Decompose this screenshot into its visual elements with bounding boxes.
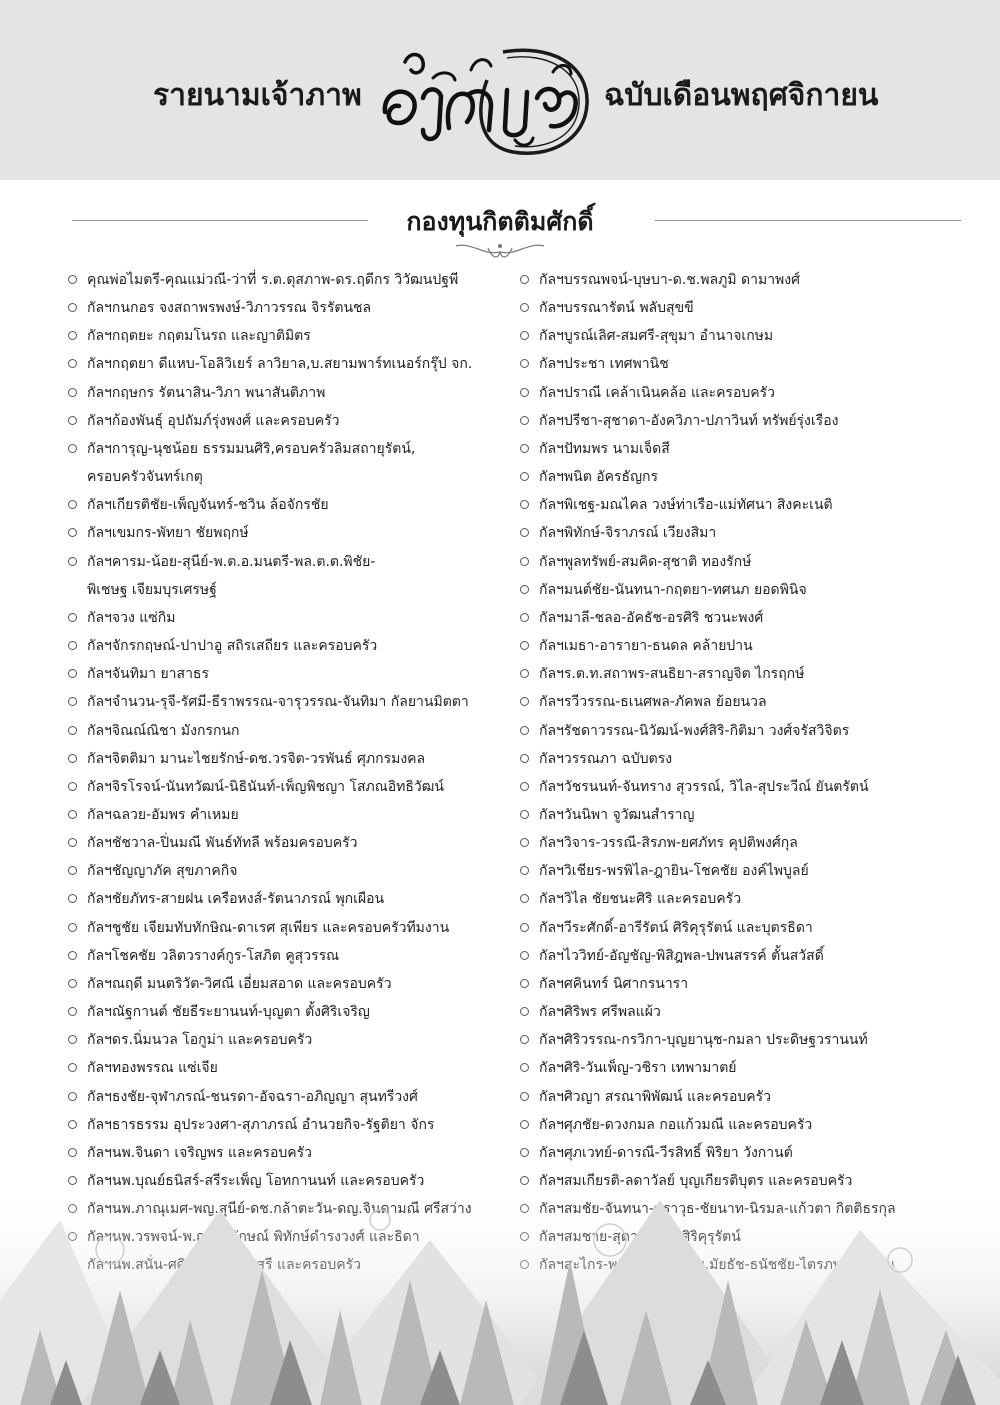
bullet-circle-icon bbox=[520, 444, 529, 453]
list-item bbox=[520, 548, 960, 576]
list-item bbox=[68, 632, 518, 660]
bullet-circle-icon bbox=[68, 613, 77, 622]
list-item bbox=[520, 604, 960, 632]
logo-script-icon bbox=[375, 42, 597, 162]
list-item bbox=[520, 379, 960, 407]
bullet-circle-icon bbox=[520, 528, 529, 537]
list-item-text: กัลฯวิเชียร-พรพิไล-ฎายิน-โชคชัย องค์ไพบูลย์ bbox=[539, 863, 809, 880]
list-item-text: กัลฯวันนิพา จูวัฒนสำราญ bbox=[539, 806, 695, 823]
bullet-circle-icon bbox=[68, 754, 77, 763]
list-item-text: กัลฯพนิต อัครธัญกร bbox=[539, 469, 659, 486]
list-item-text: กัลฯชัญญาภัค สุขภาคกิจ bbox=[87, 863, 238, 880]
list-item bbox=[520, 914, 960, 942]
list-item-text: กัลฯพูลทรัพย์-สมคิด-สุชาติ ทองรักษ์ bbox=[539, 553, 752, 570]
list-item-text: กัลฯวิจาร-วรรณี-สิรภพ-ยศภัทร คุปติพงศ์กุล bbox=[539, 835, 798, 852]
bullet-circle-icon bbox=[68, 557, 77, 566]
list-item bbox=[520, 717, 960, 745]
list-item-text: กัลฯเกียรติชัย-เพ็ญจันทร์-ชวิน ล้อจักรชัย bbox=[87, 497, 329, 514]
list-item bbox=[520, 745, 960, 773]
list-item-text: กัลฯเมธา-อารายา-ธนดล คล้ายปาน bbox=[539, 638, 753, 655]
bullet-circle-icon bbox=[68, 303, 77, 312]
section-title: กองทุนกิตติมศักดิ์ bbox=[406, 207, 594, 236]
list-item bbox=[68, 885, 518, 913]
list-item-text: กัลฯกฤตยะ กฤตมโนรถ และญาติมิตร bbox=[87, 328, 311, 345]
list-item bbox=[520, 942, 960, 970]
list-item bbox=[520, 294, 960, 322]
bullet-circle-icon bbox=[68, 1148, 77, 1157]
list-item-text: กัลฯศิริ-วันเพ็ญ-วชิรา เทพามาตย์ bbox=[539, 1060, 737, 1077]
list-item bbox=[520, 998, 960, 1026]
list-item bbox=[520, 491, 960, 519]
bullet-circle-icon bbox=[520, 613, 529, 622]
bullet-circle-icon bbox=[68, 979, 77, 988]
list-item-text: กัลฯเขมกร-พัทยา ชัยพฤกษ์ bbox=[87, 525, 249, 542]
list-item-text: กัลฯรัชดาวรรณ-นิวัฒน์-พงศ์สิริ-กิติมา วงศ์จรัสวิจิตร bbox=[539, 722, 850, 739]
bullet-circle-icon bbox=[520, 894, 529, 903]
list-item-text: กัลฯบรรณารัตน์ พลับสุขขี bbox=[539, 300, 694, 317]
list-item bbox=[68, 519, 518, 547]
list-item-text: กัลฯกฤษกร รัตนาสิน-วิภา พนาสันติภาพ bbox=[87, 384, 326, 401]
list-item-text: กัลฯประชา เทศพานิช bbox=[539, 356, 669, 373]
list-item bbox=[520, 1139, 960, 1167]
bullet-circle-icon bbox=[520, 641, 529, 650]
list-item bbox=[520, 1083, 960, 1111]
bullet-circle-icon bbox=[520, 669, 529, 678]
bullet-circle-icon bbox=[520, 303, 529, 312]
list-item bbox=[520, 463, 960, 491]
bullet-circle-icon bbox=[520, 472, 529, 481]
list-item bbox=[68, 773, 518, 801]
list-item-text: กัลฯศคินทร์ นิศากรนารา bbox=[539, 975, 689, 992]
bullet-circle-icon bbox=[68, 331, 77, 340]
list-item bbox=[68, 1026, 518, 1054]
header-title-left: รายนามเจ้าภาพ bbox=[153, 78, 362, 113]
list-item-text: กัลฯกฤตยา ดีแหบ-โอลิวิเยร์ ลาวิยาล,บ.สยามพาร์ทเนอร์กรุ๊ป จก. bbox=[87, 356, 473, 373]
list-item bbox=[68, 266, 518, 294]
list-item bbox=[68, 1139, 518, 1167]
list-item-text: กัลฯปรีชา-สุชาดา-อังควิภา-ปภาวินท์ ทรัพย์รุ่งเรือง bbox=[539, 412, 839, 429]
list-item-text: ครอบครัวจันทร์เกตุ bbox=[87, 469, 203, 486]
list-item-text: กัลฯจำนวน-รุจี-รัศมี-ธีราพรรณ-จารุวรรณ-จันทิมา กัลยานมิตตา bbox=[87, 694, 469, 711]
list-item bbox=[68, 322, 518, 350]
bullet-circle-icon bbox=[520, 500, 529, 509]
bullet-circle-icon bbox=[68, 444, 77, 453]
list-item-text: กัลฯศิริวรรณ-กรวิกา-บุญยานุช-กมลา ประดิษฐวรานนท์ bbox=[539, 1032, 868, 1049]
list-item bbox=[68, 1083, 518, 1111]
list-item-text: กัลฯณฤดี มนตริวัต-วิศณี เอี่ยมสอาด และครอบครัว bbox=[87, 975, 392, 992]
list-item-text: กัลฯมาลี-ชลอ-อัคธัช-อรศิริ ชวนะพงศ์ bbox=[539, 609, 764, 626]
logo bbox=[375, 42, 597, 162]
bullet-circle-icon bbox=[520, 331, 529, 340]
bullet-circle-icon bbox=[68, 388, 77, 397]
bullet-circle-icon bbox=[520, 951, 529, 960]
ornament-icon bbox=[452, 238, 548, 262]
list-item bbox=[68, 379, 518, 407]
list-item bbox=[68, 548, 518, 576]
bullet-circle-icon bbox=[68, 894, 77, 903]
list-item bbox=[520, 857, 960, 885]
list-item bbox=[68, 998, 518, 1026]
list-item-text: กัลฯดร.นิ่มนวล โอกูม่า และครอบครัว bbox=[87, 1032, 313, 1049]
list-item bbox=[68, 942, 518, 970]
list-item bbox=[520, 1111, 960, 1139]
bullet-circle-icon bbox=[520, 275, 529, 284]
list-item bbox=[520, 435, 960, 463]
list-item-text: กัลฯธงชัย-จุฬาภรณ์-ชนรดา-อัจฉรา-อภิญญา สุนทรีวงศ์ bbox=[87, 1088, 418, 1105]
list-item bbox=[520, 632, 960, 660]
list-item bbox=[68, 604, 518, 632]
list-item-text: กัลฯจิตติมา มานะไชยรักษ์-ดช.วรจิต-วรพันธ์ ศุภกรมงคล bbox=[87, 750, 426, 767]
list-item-text: กัลฯปัทมพร นามเจ็ดสี bbox=[539, 440, 670, 457]
list-item-text: กัลฯจวง แซ่กิม bbox=[87, 609, 176, 626]
bullet-circle-icon bbox=[68, 866, 77, 875]
list-item bbox=[68, 1054, 518, 1082]
list-item-text: กัลฯพิเชฐ-มณไคล วงษ์ท่าเรือ-แม่ทัศนา สิงคะเนติ bbox=[539, 497, 833, 514]
bullet-circle-icon bbox=[520, 359, 529, 368]
footer-decoration bbox=[0, 1180, 1000, 1405]
list-item-text: กัลฯวิไล ชัยชนะศิริ และครอบครัว bbox=[539, 891, 742, 908]
bullet-circle-icon bbox=[520, 1148, 529, 1157]
bullet-circle-icon bbox=[68, 528, 77, 537]
list-item-text: คุณพ่อไมตรี-คุณแม่วณี-ว่าที่ ร.ต.ดุสภาพ-ดร.ฤดีกร วิวัฒนปฐพี bbox=[87, 272, 459, 288]
list-item-text: กัลฯบูรณ์เลิศ-สมศรี-สุขุมา อำนาจเกษม bbox=[539, 328, 774, 345]
list-item-text: กัลฯปราณี เคล้าเนินคล้อ และครอบครัว bbox=[539, 384, 775, 401]
list-item-text: กัลฯจันทิมา ยาสาธร bbox=[87, 666, 209, 683]
bullet-circle-icon bbox=[520, 754, 529, 763]
bullet-circle-icon bbox=[520, 866, 529, 875]
list-item bbox=[68, 491, 518, 519]
list-item-text: กัลฯจิรโรจน์-นันทวัฒน์-นิธินันท์-เพ็ญพิชญา โสภณอิทธิวัฒน์ bbox=[87, 778, 444, 795]
bullet-circle-icon bbox=[520, 697, 529, 706]
bullet-circle-icon bbox=[520, 782, 529, 791]
bullet-circle-icon bbox=[68, 1092, 77, 1101]
bullet-circle-icon bbox=[68, 726, 77, 735]
list-item-text: กัลฯวรรณภา ฉบับตรง bbox=[539, 750, 673, 767]
list-item-text: กัลฯชัยภัทร-สายฝน เครือหงส์-รัตนาภรณ์ พุกเผือน bbox=[87, 891, 385, 908]
list-item-text: กัลฯพิทักษ์-จิราภรณ์ เวียงสิมา bbox=[539, 525, 717, 542]
list-item bbox=[68, 970, 518, 998]
list-item-continuation bbox=[68, 463, 518, 491]
list-item bbox=[68, 407, 518, 435]
list-item bbox=[68, 660, 518, 688]
divider-right bbox=[655, 220, 961, 221]
list-item-text: กัลฯชูชัย เจียมทับทักษิณ-ดาเรศ สุเพียร และครอบครัวทีมงาน bbox=[87, 919, 450, 936]
header-title-right: ฉบับเดือนพฤศจิกายน bbox=[604, 78, 879, 113]
list-item-text: พิเชษฐ เจียมบุรเศรษฐ์ bbox=[87, 581, 217, 598]
list-item bbox=[520, 576, 960, 604]
bullet-circle-icon bbox=[68, 1035, 77, 1044]
list-item-text: กัลฯจิณณ์ณิชา มังกรกนก bbox=[87, 722, 240, 739]
bullet-circle-icon bbox=[68, 1120, 77, 1129]
list-item-text: กัลฯชัชวาล-ปิ่นมณี พันธ์ทัทลี พร้อมครอบครัว bbox=[87, 835, 358, 852]
list-item-text: กัลฯไววิทย์-อัญชัญ-พิสิฎพล-ปพนสรรค์ ตั้นสวัสดิ์ bbox=[539, 947, 824, 964]
bullet-circle-icon bbox=[68, 275, 77, 284]
list-item bbox=[68, 857, 518, 885]
list-item-text: กัลฯศิวญา สรณาพิพัฒน์ และครอบครัว bbox=[539, 1088, 771, 1105]
list-item-text: กัลฯโชคชัย วลิตวรางค์กูร-โสภิต คูสุวรรณ bbox=[87, 947, 340, 964]
bullet-circle-icon bbox=[520, 979, 529, 988]
bullet-circle-icon bbox=[68, 500, 77, 509]
bullet-circle-icon bbox=[520, 416, 529, 425]
list-item bbox=[520, 407, 960, 435]
list-item bbox=[520, 322, 960, 350]
bullet-circle-icon bbox=[520, 1063, 529, 1072]
list-item-text: กัลฯการุญ-นุชน้อย ธรรมมนศิริ,ครอบครัวลิมสถายุรัตน์, bbox=[87, 440, 416, 457]
bullet-circle-icon bbox=[68, 923, 77, 932]
list-item-text: กัลฯคารม-น้อย-สุนีย์-พ.ต.อ.มนตรี-พล.ต.ต.พิชัย- bbox=[87, 553, 376, 570]
bullet-circle-icon bbox=[68, 1063, 77, 1072]
list-item-text: กัลฯก้องพันธุ์ อุปถัมภ์รุ่งพงศ์ และครอบครัว bbox=[87, 412, 340, 429]
bullet-circle-icon bbox=[68, 951, 77, 960]
bullet-circle-icon bbox=[520, 923, 529, 932]
list-item bbox=[520, 350, 960, 378]
bullet-circle-icon bbox=[520, 838, 529, 847]
bullet-circle-icon bbox=[520, 388, 529, 397]
list-item-text: กัลฯณัฐกานต์ ชัยธีระยานนท์-บุญตา ตั้งศิริเจริญ bbox=[87, 1004, 370, 1021]
list-item-text: กัลฯบรรณพจน์-บุษบา-ด.ช.พลภูมิ ดามาพงศ์ bbox=[539, 272, 801, 288]
bullet-circle-icon bbox=[520, 1007, 529, 1016]
list-item bbox=[68, 294, 518, 322]
right-column bbox=[520, 266, 960, 1280]
list-item bbox=[520, 829, 960, 857]
bullet-circle-icon bbox=[520, 726, 529, 735]
list-item bbox=[68, 1111, 518, 1139]
list-item bbox=[68, 688, 518, 716]
list-item-continuation bbox=[68, 576, 518, 604]
bullet-circle-icon bbox=[68, 641, 77, 650]
bullet-circle-icon bbox=[68, 416, 77, 425]
list-item-text: กัลฯรวีวรรณ-ธเนศพล-ภัคพล ย้อยนวล bbox=[539, 694, 767, 711]
list-item bbox=[520, 1026, 960, 1054]
list-item bbox=[520, 660, 960, 688]
bullet-circle-icon bbox=[520, 1120, 529, 1129]
list-item-text: กัลฯมนต์ชัย-นันทนา-กฤตยา-ทศนภ ยอดพินิจ bbox=[539, 581, 807, 598]
list-item-text: กัลฯศุภเวทย์-ดารณี-วีรสิทธิ์ พิริยา วังกานต์ bbox=[539, 1144, 793, 1161]
list-item bbox=[520, 970, 960, 998]
list-item-text: กัลฯจักรกฤษณ์-ปาปาอู สถิรเสถียร และครอบครัว bbox=[87, 638, 378, 655]
list-item-text: กัลฯวีระศักดิ์-อารีรัตน์ ศิริคุรุรัตน์ และบุตรธิดา bbox=[539, 919, 813, 936]
list-item-text: กัลฯร.ต.ท.สถาพร-สนธิยา-สราญจิต ไกรฤกษ์ bbox=[539, 666, 805, 683]
list-item-text: กัลฯธารธรรม อุประวงศา-สุภาภรณ์ อำนวยกิจ-รัฐติยา จักร bbox=[87, 1116, 435, 1133]
left-column bbox=[68, 266, 518, 1280]
list-item-text: กัลฯศุภชัย-ดวงกมล กอแก้วมณี และครอบครัว bbox=[539, 1116, 813, 1133]
list-item bbox=[520, 688, 960, 716]
list-item bbox=[68, 801, 518, 829]
bullet-circle-icon bbox=[520, 1092, 529, 1101]
bullet-circle-icon bbox=[68, 838, 77, 847]
list-item bbox=[520, 773, 960, 801]
list-item-text: กัลฯวัชรนนท์-จันทราง สุวรรณ์, วิไล-สุประวีณ์ ยันตรัตน์ bbox=[539, 778, 869, 795]
bullet-circle-icon bbox=[68, 669, 77, 678]
list-item-text: กัลฯกนกอร จงสถาพรพงษ์-วิภาวรรณ จิรรัตนชล bbox=[87, 300, 372, 317]
list-item-text: กัลฯนพ.จินดา เจริญพร และครอบครัว bbox=[87, 1144, 313, 1161]
list-item bbox=[68, 745, 518, 773]
list-item bbox=[68, 717, 518, 745]
list-item-text: กัลฯทองพรรณ แซ่เจีย bbox=[87, 1060, 218, 1077]
list-item bbox=[68, 914, 518, 942]
bullet-circle-icon bbox=[68, 810, 77, 819]
list-item bbox=[520, 519, 960, 547]
bullet-circle-icon bbox=[520, 585, 529, 594]
list-item bbox=[68, 435, 518, 463]
bullet-circle-icon bbox=[68, 782, 77, 791]
list-item bbox=[520, 266, 960, 294]
bullet-circle-icon bbox=[68, 359, 77, 368]
list-item bbox=[68, 350, 518, 378]
bullet-circle-icon bbox=[68, 697, 77, 706]
list-item-text: กัลฯศิริพร ศรีพลแผ้ว bbox=[539, 1004, 661, 1021]
bullet-circle-icon bbox=[68, 1007, 77, 1016]
bullet-circle-icon bbox=[520, 557, 529, 566]
list-item bbox=[68, 829, 518, 857]
bullet-circle-icon bbox=[520, 1035, 529, 1044]
bullet-circle-icon bbox=[520, 810, 529, 819]
list-item-text: กัลฯฉลวย-อัมพร คำเหมย bbox=[87, 806, 239, 823]
list-item bbox=[520, 801, 960, 829]
list-item bbox=[520, 1054, 960, 1082]
list-item bbox=[520, 885, 960, 913]
